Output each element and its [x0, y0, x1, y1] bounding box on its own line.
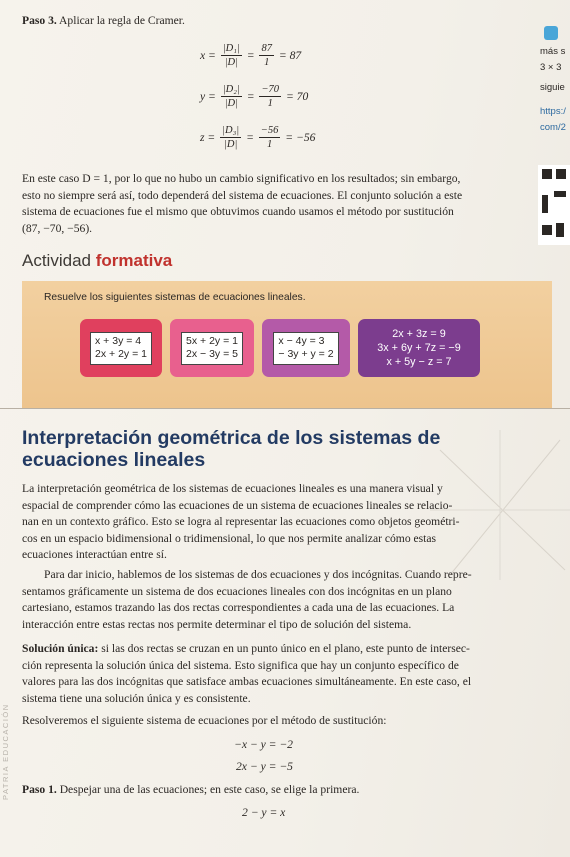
paragraph-two-equations: Para dar inicio, hablemos de los sistemas de dos ecuaciones y dos incógnitas. Cuando repre- sentamos gráficamente un sistema de dos ecuaciones lineales con dos incógnitas en un plano cartesiano, estamos trazando las dos rectas correspondientes a cada una de las ecuaciones. La interacción entre estas rectas nos permite determinar el tipo de solución del sistema. [22, 568, 472, 631]
margin-link-1[interactable]: https:/ [540, 106, 566, 117]
margin-note: más s 3 × 3 siguie https:/ com/2 [530, 20, 570, 230]
margin-link-2[interactable]: com/2 [540, 122, 566, 133]
activity-title: Actividad formativa [22, 251, 173, 270]
final-equation: 2 − y = x [242, 806, 286, 819]
qr-code-icon[interactable] [538, 165, 570, 245]
paragraph-d-result: En este caso D = 1, por lo que no hubo un cambio significativo en los resultados; sin embargo, esto no siempre será así, todo dependerá del sistema de ecuaciones. El conjunto solución a este sistema de ecuaciones fue el mismo que obtuvimos cuando usamos el método por sustitución (87, −70, −56). [22, 172, 463, 235]
step-3 [22, 14, 185, 27]
step-3-label: Paso 3. [22, 14, 57, 27]
paragraph-intro: La interpretación geométrica de los sistemas de ecuaciones lineales es una manera visual y espacial de comprender cómo las ecuaciones de un sistema de ecuaciones lineales se relacio- nan en un contexto gráfico. Esto se logra al representar las ecuaciones como objetos geométri- cos en un espacio bidimensional o tridimensional, lo que nos permite analizar cómo estas ecuaciones interactúan entre sí. [22, 482, 460, 562]
section-title: Interpretación geométrica de los sistemas de ecuaciones lineales [22, 427, 441, 471]
exercise-tile-3: x − 4y = 3 − 3y + y = 2 [262, 319, 350, 377]
exercise-tile-4: 2x + 3z = 9 3x + 6y + 7z = −9 x + 5y − z = 7 [358, 319, 480, 377]
cramer-z: z = $\frac{\text{|D₃|}}{|D|}$ = $\frac{-56}{1}$ = −56 [200, 125, 316, 150]
paragraph-unique-solution: Solución única: si las dos rectas se cruzan en un punto único en el plano, este punto de intersec- ción representa la solución única del sistema. Esto significa que hay un conjunto específico de valores para las dos incógnitas que satisface ambas ecuaciones simultáneamente. En este caso, el sistema tiene una solución única y es consistente. [22, 642, 472, 705]
system-eq-2: 2x − y = −5 [236, 760, 293, 773]
divider [0, 408, 570, 409]
step-3-text: Aplicar la regla de Cramer. [59, 14, 185, 27]
system-eq-1: −x − y = −2 [234, 738, 293, 751]
info-bubble-icon [544, 26, 558, 40]
activity-box [22, 281, 552, 408]
cramer-y: y = $\frac{\text{|D₂|}}{|D|}$ = $\frac{-70}{1}$ = 70 [200, 84, 309, 109]
exercise-tile-2: 5x + 2y = 1 2x − 3y = 5 [170, 319, 254, 377]
publisher-side-label: PATRIA EDUCACIÓN [1, 703, 10, 800]
activity-instruction: Resuelve los siguientes sistemas de ecuaciones lineales. [44, 292, 306, 303]
cramer-x: x = $\frac{\text{|D₁|}}{|D|}$ = $\frac{87}{1}$ = 87 [200, 43, 302, 68]
step-1: Paso 1. Despejar una de las ecuaciones; en este caso, se elige la primera. [22, 783, 360, 796]
paragraph-substitution: Resolveremos el siguiente sistema de ecuaciones por el método de sustitución: [22, 714, 387, 727]
exercise-tile-1: x + 3y = 4 2x + 2y = 1 [80, 319, 162, 377]
